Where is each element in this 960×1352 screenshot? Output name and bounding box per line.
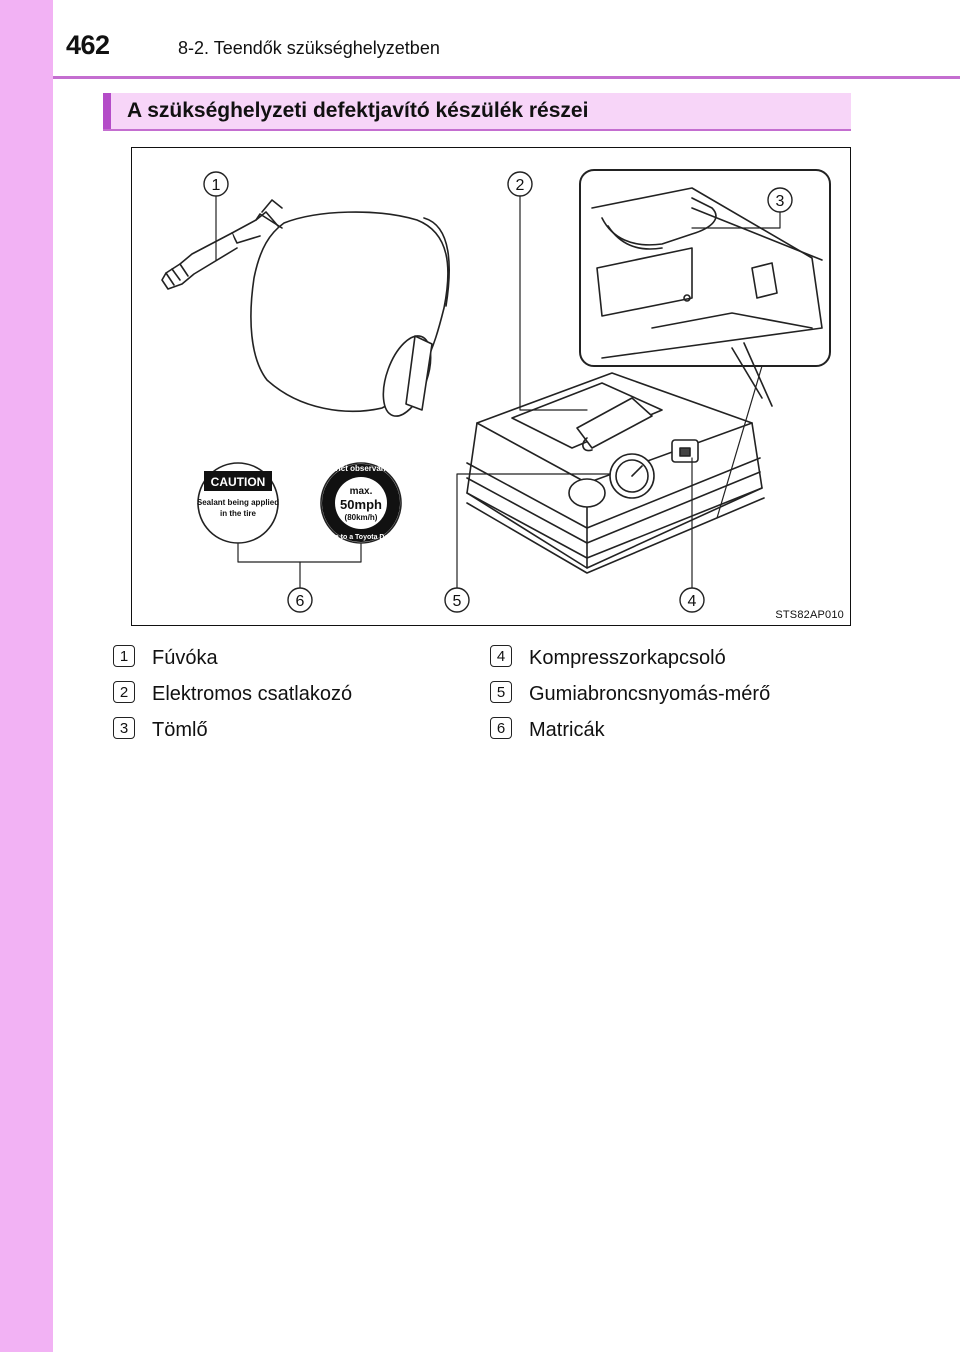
callout-6 [288, 588, 312, 612]
legend-number-badge: 3 [113, 717, 135, 739]
legend-label: Fúvóka [152, 646, 218, 669]
caution-line-1: Sealant being applied [196, 498, 280, 507]
caution-line-2: in the tire [219, 509, 257, 518]
svg-text:6: 6 [295, 593, 305, 610]
legend-item [113, 640, 352, 676]
legend-number-badge: 1 [113, 645, 135, 667]
header-divider [53, 76, 960, 79]
legend-label: Kompresszorkapcsoló [529, 646, 726, 669]
speed-max: max. [349, 486, 373, 497]
legend-label: Matricák [529, 718, 605, 741]
callout-3 [768, 188, 792, 212]
speed-arc-bottom: Drive to a Toyota Dealer [321, 534, 401, 541]
callout-1 [204, 172, 228, 196]
legend-label: Tömlő [152, 718, 208, 741]
callout-5 [445, 588, 469, 612]
speed-metric: (80km/h) [344, 513, 378, 522]
compressor-drawing [467, 343, 772, 573]
chapter-title: 8-2. Teendők szükséghelyzetben [178, 38, 440, 58]
chapter-side-tab [0, 0, 53, 1352]
legend-item [490, 712, 770, 748]
sealant-bottle-drawing [162, 200, 449, 422]
legend-item [490, 676, 770, 712]
legend-item [113, 712, 352, 748]
legend-number-badge: 6 [490, 717, 512, 739]
section-heading-bar [103, 93, 851, 129]
svg-text:1: 1 [211, 177, 221, 194]
svg-text:2: 2 [515, 177, 525, 194]
legend-item [113, 676, 352, 712]
illustration-drawing [132, 148, 850, 625]
svg-text:4: 4 [687, 593, 697, 610]
section-title: A szükséghelyzeti defektjavító készülék részei [127, 99, 589, 122]
legend-number-badge: 4 [490, 645, 512, 667]
legend-right-column [490, 640, 770, 748]
speed-arc-top: Strict observance [327, 464, 395, 473]
callout-2 [508, 172, 532, 196]
svg-text:3: 3 [775, 193, 785, 210]
page-number: 462 [66, 30, 110, 60]
legend-number-badge: 2 [113, 681, 135, 703]
legend-item [490, 640, 770, 676]
legend-left-column [113, 640, 352, 748]
callout-4 [680, 588, 704, 612]
legend-label: Elektromos csatlakozó [152, 682, 353, 705]
repair-kit-illustration [131, 147, 851, 626]
figure-code: STS82AP010 [775, 609, 844, 621]
caution-heading: CAUTION [210, 475, 266, 489]
speed-value: 50mph [340, 497, 382, 512]
legend-label: Gumiabroncsnyomás-mérő [529, 682, 771, 705]
svg-text:5: 5 [452, 593, 462, 610]
legend-number-badge: 5 [490, 681, 512, 703]
section-divider [103, 129, 851, 131]
